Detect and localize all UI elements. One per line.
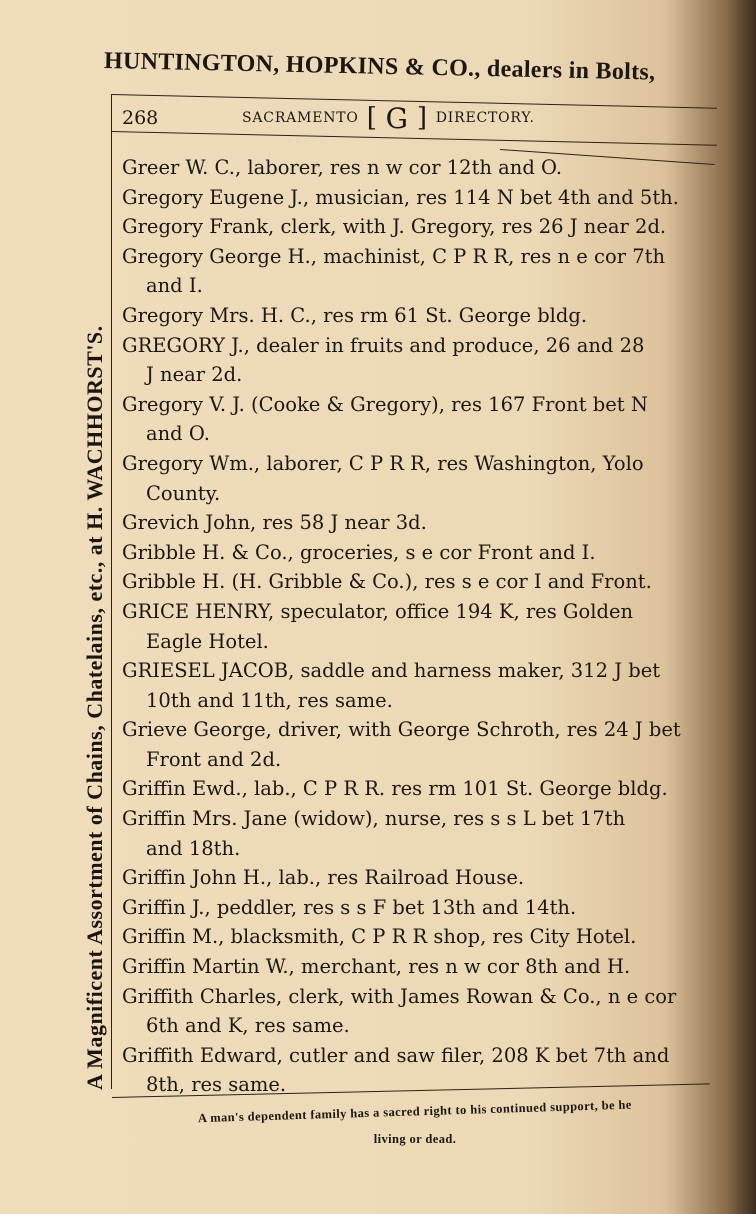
- entry-continuation: J near 2d.: [146, 363, 243, 387]
- entry-line: Griffin Mrs. Jane (widow), nurse, res s s L bet 17th: [122, 807, 626, 831]
- entry-line: GRIESEL JACOB, saddle and harness maker, 312 J bet: [122, 659, 661, 683]
- entry-continuation: and I.: [146, 274, 203, 298]
- directory-entry: [122, 774, 712, 804]
- directory-entry: [122, 538, 712, 568]
- footer-motto: [110, 1097, 720, 1148]
- top-advertisement: HUNTINGTON, HOPKINS & CO., dealers in Bolts,: [103, 48, 656, 86]
- side-advertisement: A Magnificent Assortment of Chains, Chatelains, etc., at H. WACHHORST'S.: [82, 325, 107, 1090]
- entry-line: Grevich John, res 58 J near 3d.: [122, 511, 427, 535]
- entry-line: Gribble H. (H. Gribble & Co.), res s e cor I and Front.: [122, 570, 652, 594]
- entry-line: GRICE HENRY, speculator, office 194 K, res Golden: [122, 599, 634, 623]
- entry-continuation: Front and 2d.: [146, 747, 282, 771]
- directory-entry: [122, 567, 712, 597]
- entry-continuation: Eagle Hotel.: [146, 629, 269, 653]
- directory-entry: [122, 597, 712, 656]
- directory-entry: [122, 331, 712, 390]
- bracket-open: [: [366, 103, 378, 133]
- entry-line: Grieve George, driver, with George Schroth, res 24 J bet: [122, 718, 681, 742]
- entry-line: Gregory Eugene J., musician, res 114 N bet 4th and 5th.: [122, 185, 679, 209]
- bracket-close: ]: [416, 103, 428, 133]
- entry-line: Griffin J., peddler, res s s F bet 13th and 14th.: [122, 895, 577, 919]
- directory-entry: [122, 212, 712, 242]
- running-head-title: [242, 102, 535, 135]
- running-head-right-word: DIRECTORY.: [435, 110, 535, 126]
- entry-line: Griffin John H., lab., res Railroad House.: [122, 866, 525, 890]
- entry-line: Gregory Wm., laborer, C P R R, res Washington, Yolo: [122, 451, 644, 475]
- directory-entry: [122, 922, 712, 952]
- directory-entry: [122, 952, 712, 982]
- entry-line: Griffith Edward, cutler and saw filer, 208 K bet 7th and: [122, 1043, 670, 1067]
- entry-line: Gregory V. J. (Cooke & Gregory), res 167 Front bet N: [122, 392, 648, 416]
- footer-line-1: A man's dependent family has a sacred right to his continued support, be he: [197, 1097, 632, 1126]
- entry-line: Griffin Ewd., lab., C P R R. res rm 101 St. George bldg.: [122, 777, 668, 801]
- entry-continuation: and 18th.: [146, 836, 241, 860]
- directory-entry: [122, 183, 712, 213]
- directory-entry: [122, 893, 712, 923]
- page-number: 268: [122, 107, 159, 129]
- directory-entry: [122, 301, 712, 331]
- running-head: [122, 102, 712, 134]
- entry-line: Griffin M., blacksmith, C P R R shop, res City Hotel.: [122, 925, 637, 949]
- directory-entry: [122, 449, 712, 508]
- entry-line: Gregory Frank, clerk, with J. Gregory, res 26 J near 2d.: [122, 215, 667, 239]
- left-frame-rule: [111, 94, 112, 1089]
- directory-entry: [122, 1041, 712, 1100]
- directory-entries: [122, 153, 712, 1100]
- directory-entry: [122, 390, 712, 449]
- entry-continuation: 10th and 11th, res same.: [146, 688, 393, 712]
- entry-line: Gribble H. & Co., groceries, s e cor Front and I.: [122, 540, 596, 564]
- entry-line: GREGORY J., dealer in fruits and produce, 26 and 28: [122, 333, 645, 357]
- entry-line: Griffith Charles, clerk, with James Rowan & Co., n e cor: [122, 984, 677, 1008]
- entry-continuation: County.: [146, 481, 221, 505]
- directory-entry: [122, 656, 712, 715]
- running-head-left-word: SACRAMENTO: [242, 110, 359, 126]
- directory-entry: [122, 863, 712, 893]
- directory-entry: [122, 804, 712, 863]
- entry-line: Griffin Martin W., merchant, res n w cor 8th and H.: [122, 955, 631, 979]
- directory-entry: [122, 153, 712, 183]
- directory-entry: [122, 982, 712, 1041]
- directory-entry: [122, 715, 712, 774]
- entry-line: Greer W. C., laborer, res n w cor 12th and O.: [122, 156, 563, 179]
- entry-continuation: 6th and K, res same.: [146, 1014, 350, 1038]
- entry-continuation: 8th, res same.: [146, 1073, 287, 1097]
- directory-entry: [122, 508, 712, 538]
- entry-line: Gregory George H., machinist, C P R R, res n e cor 7th: [122, 244, 666, 268]
- directory-entry: [122, 242, 712, 301]
- footer-line-2: living or dead.: [373, 1132, 457, 1146]
- section-letter: G: [385, 101, 409, 135]
- entry-continuation: and O.: [146, 422, 210, 446]
- entry-line: Gregory Mrs. H. C., res rm 61 St. George bldg.: [122, 303, 588, 327]
